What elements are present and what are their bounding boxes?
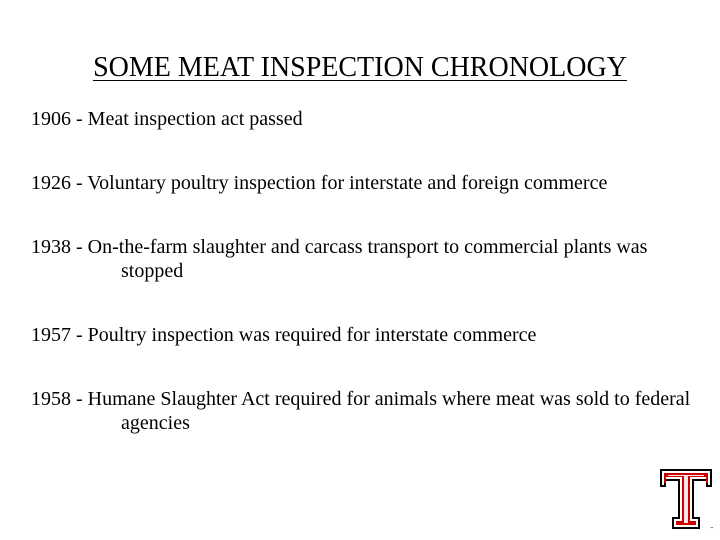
double-t-logo-icon — [658, 467, 716, 531]
chronology-list — [31, 107, 691, 475]
chronology-item-1938: 1938 - On-the-farm slaughter and carcass transport to commercial plants was stopped — [31, 236, 648, 282]
chronology-item-1957: 1957 - Poultry inspection was required for interstate commerce — [31, 324, 537, 346]
slide-title-text: SOME MEAT INSPECTION CHRONOLOGY — [93, 52, 627, 83]
chronology-item-1906: 1906 - Meat inspection act passed — [31, 108, 303, 130]
slide-title — [0, 50, 720, 86]
chronology-item-1958: 1958 - Humane Slaughter Act required for animals where meat was sold to federal agencies — [31, 388, 691, 434]
chronology-item-1926: 1926 - Voluntary poultry inspection for interstate and foreign commerce — [31, 172, 608, 194]
svg-text:™: ™ — [710, 526, 714, 531]
